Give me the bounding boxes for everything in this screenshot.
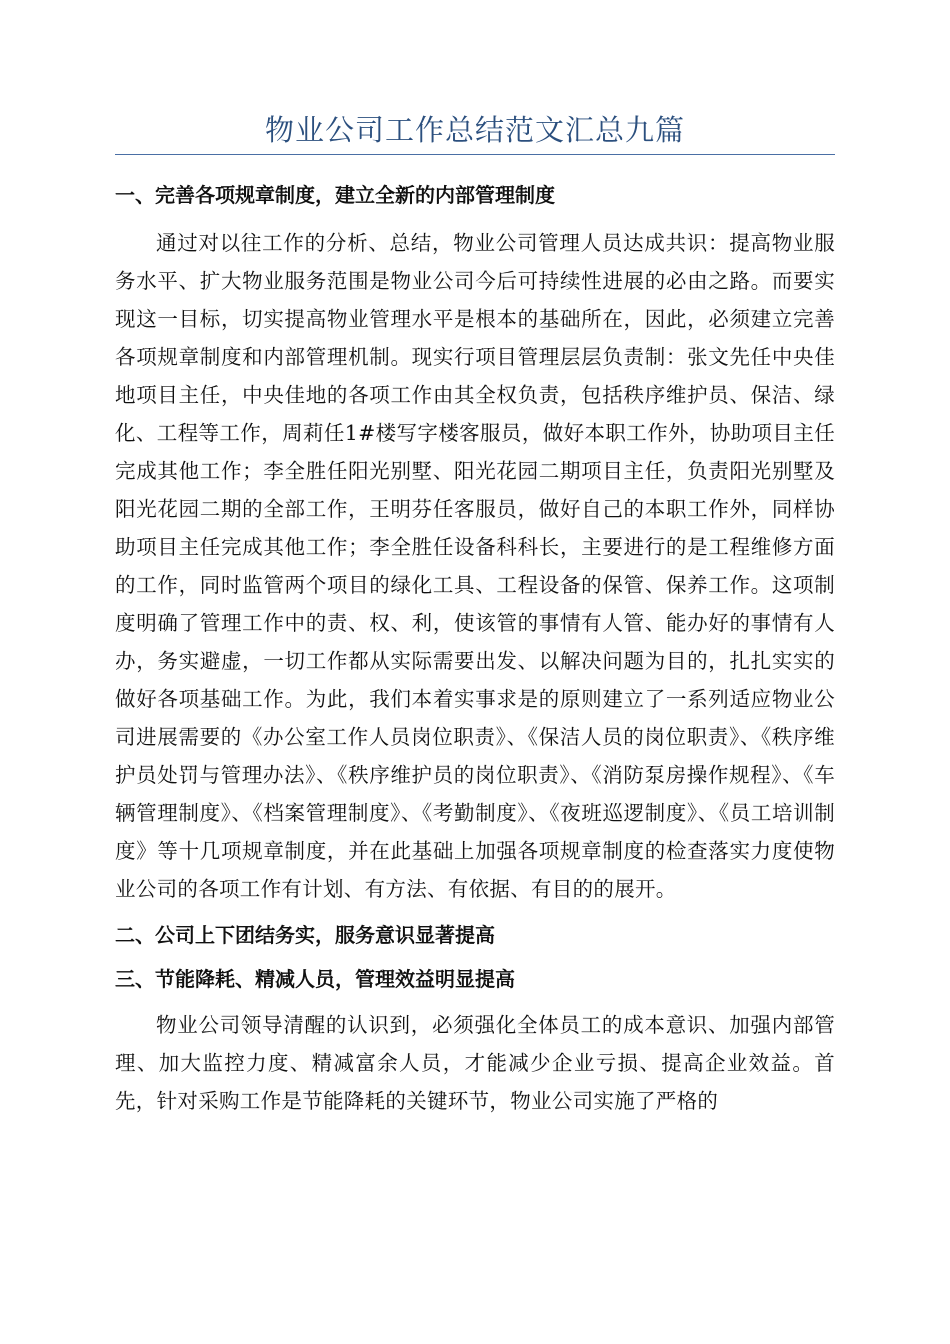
section-paragraph-1: 通过对以往工作的分析、总结，物业公司管理人员达成共识：提高物业服务水平、扩大物业服务范围是物业公司今后可持续性进展的必由之路。而要实现这一目标，切实提高物业管理水平是根本的基础所在，因此，必须建立完善各项规章制度和内部管理机制。现实行项目管理层层负责制：张文先任中央佳地项目主任，中央佳地的各项工作由其全权负责，包括秩序维护员、保洁、绿化、工程等工作，周莉任1#楼写字楼客服员，做好本职工作外，协助项目主任完成其他工作；李全胜任阳光别墅、阳光花园二期项目主任，负责阳光别墅及阳光花园二期的全部工作，王明芬任客服员，做好自己的本职工作外，同样协助项目主任完成其他工作；李全胜任设备科科长，主要进行的是工程维修方面的工作，同时监管两个项目的绿化工具、工程设备的保管、保养工作。这项制度明确了管理工作中的责、权、利，使该管的事情有人管、能办好的事情有人办，务实避虚，一切工作都从实际需要出发、以解决问题为目的，扎扎实实的做好各项基础工作。为此，我们本着实事求是的原则建立了一系列适应物业公司进展需要的《办公室工作人员岗位职责》、《保洁人员的岗位职责》、《秩序维护员处罚与管理办法》、《秩序维护员的岗位职责》、《消防泵房操作规程》、《车辆管理制度》、《档案管理制度》、《考勤制度》、《夜班巡逻制度》、《员工培训制度》等十几项规章制度，并在此基础上加强各项规章制度的检查落实力度使物业公司的各项工作有计划、有方法、有依据、有目的的展开。 <box>115 231 835 901</box>
document-body <box>115 176 835 1120</box>
section-paragraph-3: 物业公司领导清醒的认识到，必须强化全体员工的成本意识、加强内部管理、加大监控力度、精减富余人员，才能减少企业亏损、提高企业效益。首先，针对采购工作是节能降耗的关键环节，物业公司实施了严格的 <box>115 1013 835 1113</box>
section-heading-2: 二、公司上下团结务实，服务意识显著提高 <box>115 923 495 947</box>
document-title: 物业公司工作总结范文汇总九篇 <box>264 113 685 147</box>
title-underline <box>115 154 835 155</box>
section-heading-3: 三、节能降耗、精减人员，管理效益明显提高 <box>115 967 515 991</box>
section-heading-1: 一、完善各项规章制度，建立全新的内部管理制度 <box>115 183 555 207</box>
